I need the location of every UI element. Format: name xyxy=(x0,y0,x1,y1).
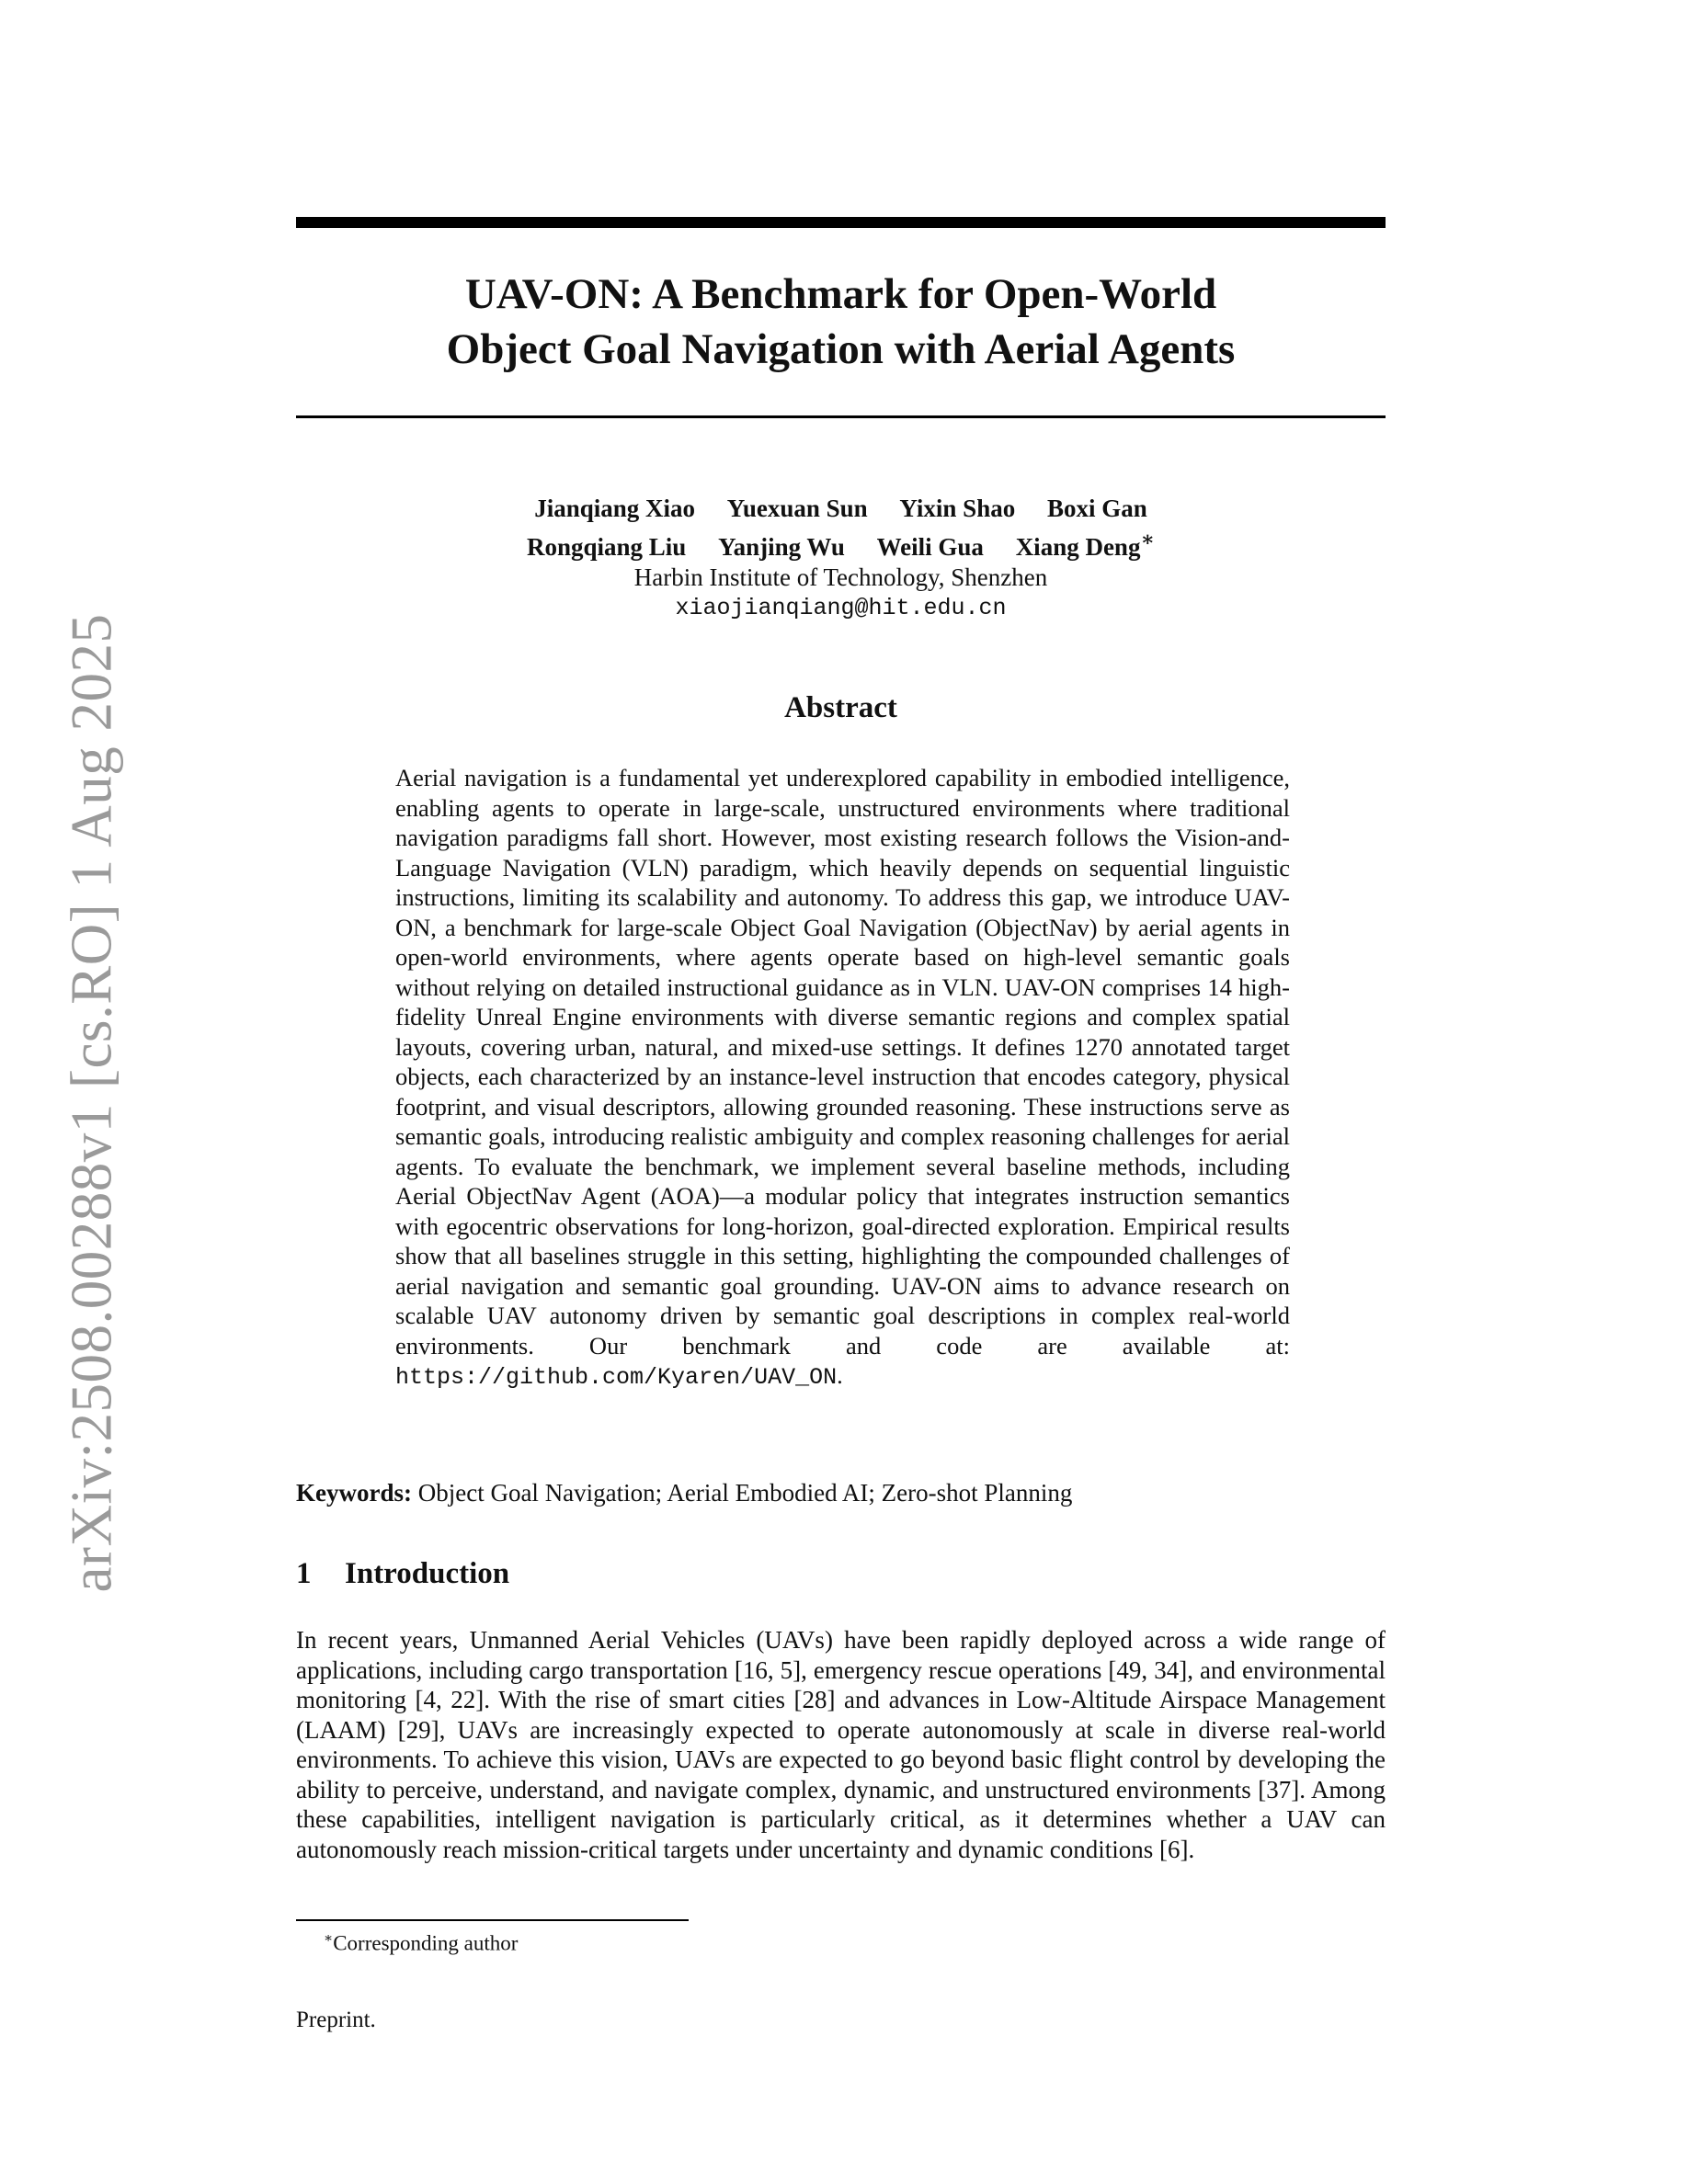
code-repository-link[interactable]: https://github.com/Kyaren/UAV_ON xyxy=(395,1364,838,1391)
keywords xyxy=(296,1478,1386,1508)
corresponding-author-mark: ∗ xyxy=(1140,528,1155,551)
author-name: Yixin Shao xyxy=(899,495,1016,522)
section-number: 1 xyxy=(296,1557,312,1590)
author-name: Yanjing Wu xyxy=(718,533,845,561)
affiliation: Harbin Institute of Technology, Shenzhen xyxy=(633,563,1048,591)
section-title: Introduction xyxy=(345,1557,510,1590)
abstract-heading: Abstract xyxy=(784,691,897,724)
footnote-rule xyxy=(296,1919,689,1921)
author-name: Rongqiang Liu xyxy=(527,533,687,561)
footnote-mark: ∗ xyxy=(324,1931,334,1946)
author-row-1 xyxy=(296,494,1386,524)
title-bottom-rule xyxy=(296,415,1386,418)
keywords-text: Object Goal Navigation; Aerial Embodied AI; Zero-shot Planning xyxy=(411,1479,1073,1507)
section-heading-introduction xyxy=(296,1557,1386,1591)
title-line-1: UAV-ON: A Benchmark for Open-World xyxy=(464,270,1217,318)
author-name: Boxi Gan xyxy=(1046,495,1147,522)
author-block xyxy=(296,494,1386,623)
paper-title xyxy=(296,267,1386,377)
corresponding-author-name: Xiang Deng∗ xyxy=(1015,528,1155,561)
author-name: Weili Gua xyxy=(876,533,984,561)
abstract-text: Aerial navigation is a fundamental yet underexplored capability in embodied intelligence, enabling agents to operate in large-scale, unstructured environments where traditional navigation paradigms fall short. However, most existing research follows the Vision-and-Language Navigation (VLN) paradigm, which heavily depends on sequential linguistic instructions, limiting its scalability and autonomy. To address this gap, we introduce UAV-ON, a benchmark for large-scale Object Goal Navigation (ObjectNav) by aerial agents in open-world environments, where agents operate based on high-level semantic goals without relying on detailed instructional guidance as in VLN. UAV-ON comprises 14 high-fidelity Unreal Engine environments with diverse semantic regions and complex spatial layouts, covering urban, natural, and mixed-use settings. It defines 1270 annotated target objects, each characterized by an instance-level instruction that encodes category, physical footprint, and visual descriptors, allowing grounded reasoning. These instructions serve as semantic goals, introducing realistic ambiguity and complex reasoning challenges for aerial agents. To evaluate the benchmark, we implement several baseline methods, including Aerial ObjectNav Agent (AOA)—a modular policy that integrates instruction semantics with egocentric observations for long-horizon, goal-directed exploration. Empirical results show that all baselines struggle in this setting, highlighting the compounded challenges of aerial navigation and semantic goal grounding. UAV-ON aims to advance research on scalable UAV autonomy driven by semantic goal descriptions in complex real-world environments. Our benchmark and code are available at: https://github.com/Kyaren/UAV_ON. xyxy=(395,764,1290,1391)
introduction-paragraph: In recent years, Unmanned Aerial Vehicles (UAVs) have been rapidly deployed across a wide range of applications, including cargo transportation [16, 5], emergency rescue operations [49, 34], and environmental monitoring [4, 22]. With the rise of smart cities [28] and advances in Low-Altitude Airspace Management (LAAM) [29], UAVs are increasingly expected to operate autonomously at scale in diverse real-world environments. To achieve this vision, UAVs are expected to go beyond basic flight control by developing the ability to perceive, understand, and navigate complex, dynamic, and unstructured environments [37]. Among these capabilities, intelligent navigation is particularly critical, as it determines whether a UAV can autonomously reach mission-critical targets under uncertainty and dynamic conditions [6]. xyxy=(296,1626,1386,1863)
author-name: Yuexuan Sun xyxy=(726,495,868,522)
preprint-label: Preprint. xyxy=(296,2008,376,2032)
author-row-2 xyxy=(296,524,1386,563)
arxiv-identifier-stamp: arXiv:2508.00288v1 [cs.RO] 1 Aug 2025 xyxy=(59,613,124,1593)
author-email[interactable]: xiaojianqiang@hit.edu.cn xyxy=(675,595,1007,621)
title-line-2: Object Goal Navigation with Aerial Agents xyxy=(446,325,1236,373)
keywords-label: Keywords: xyxy=(296,1479,412,1507)
author-name: Jianqiang Xiao xyxy=(534,495,696,522)
title-top-rule xyxy=(296,217,1386,228)
footnote-text: Corresponding author xyxy=(333,1931,519,1955)
footnote xyxy=(324,1925,518,1958)
